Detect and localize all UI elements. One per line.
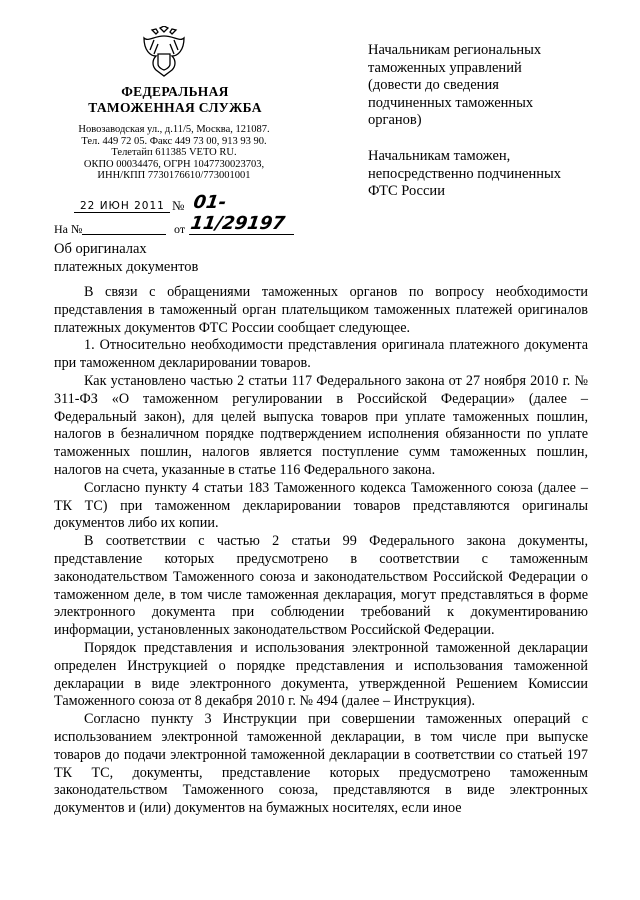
organization-address xyxy=(62,124,286,182)
body-paragraph: Согласно пункту 3 Инструкции при совершении таможенных операций с использованием электронной таможенной декларации, в том числе при выпуске товаров до подачи электронной таможенной декларации в соответствии со статьей 197 ТК ТС, документы, представление которых предусмотрено таможенным законодательством Таможенного союза, представляются в виде электронных документов и (или) документов на бумажных носителях, если иное xyxy=(54,711,588,817)
addressee-line: таможенных управлений xyxy=(368,59,522,76)
letter-body xyxy=(54,284,588,818)
addressee-customs xyxy=(368,148,608,201)
address-line: ИНН/КПП 7730176610/773001001 xyxy=(97,170,251,182)
coat-of-arms-icon xyxy=(140,26,188,80)
body-paragraph: Порядок представления и использования электронной таможенной декларации определен Инструкцией о порядке представления и использования таможенной декларации в виде электронного документа, утвержденной Решением Комиссии Таможенного союза от 8 декабря 2010 г. № 494 (далее – Инструкция). xyxy=(54,639,588,710)
subject-line: Об оригиналах xyxy=(54,241,147,257)
org-name-line2: ТАМОЖЕННАЯ СЛУЖБА xyxy=(88,100,262,115)
subject-line: платежных документов xyxy=(54,259,199,275)
document-date: 22 ИЮН 2011 xyxy=(74,200,170,213)
addressee-line: ФТС России xyxy=(368,183,445,199)
body-paragraph: Согласно пункту 4 статьи 183 Таможенного кодекса Таможенного союза (далее – ТК ТС) при таможенном декларировании товаров представляются оригиналы документов либо их копии. xyxy=(54,479,588,532)
body-paragraph: В связи с обращениями таможенных органов по вопросу необходимости представления в таможенный орган плательщиком таможенных платежей оригиналов платежных документов ФТС России сообщает следующее. xyxy=(54,284,588,336)
reference-line xyxy=(54,222,294,237)
addressee-line: органов) xyxy=(368,112,422,128)
org-name-line1: ФЕДЕРАЛЬНАЯ xyxy=(121,84,229,99)
reference-date-blank xyxy=(194,234,294,235)
body-paragraph: Как установлено частью 2 статьи 117 Федерального закона от 27 ноября 2010 г. № 311-ФЗ «О таможенном регулировании в Российской Федерации» (далее – Федеральный закон), для целей выпуска товаров при уплате таможенных пошлин, налогов в безналичном порядке подтверждением исполнения обязанности по уплате таможенных пошлин, налогов является поступление сумм таможенных пошлин, налогов на счета, указанные в статье 116 Федерального закона. xyxy=(54,372,588,478)
address-line: Тел. 449 72 05. Факс 449 73 00, 913 93 90. xyxy=(81,135,267,147)
reference-from-label: от xyxy=(174,222,186,236)
body-paragraph: В соответствии с частью 2 статьи 99 Федерального закона документы, представление которых предусмотрено в соответствии с таможенным законодательством Таможенного союза и законодательством Российской Федерации о таможенном деле, в том числе таможенная декларация, могут представляться в форме электронного документа при соблюдении требований к документированию информации, установленных законодательством Российской Федерации. xyxy=(54,533,588,639)
document-number: 01-11/29197 xyxy=(189,192,295,235)
organization-name xyxy=(80,84,270,116)
address-line: Новозаводская ул., д.11/5, Москва, 121087. xyxy=(78,124,270,135)
address-line: Телетайп 611385 VETO RU. xyxy=(111,147,237,159)
addressee-line: Начальникам таможен, xyxy=(368,148,511,164)
addressee-line: подчиненных таможенных xyxy=(368,94,534,111)
addressee-line: Начальникам региональных xyxy=(368,42,542,58)
addressee-line: (довести до сведения xyxy=(368,77,499,93)
addressee-regional xyxy=(368,42,608,130)
number-sign: № xyxy=(172,198,185,213)
reference-prefix: На № xyxy=(54,222,83,236)
subject xyxy=(54,240,198,276)
address-line: ОКПО 00034476, ОГРН 1047730023703, xyxy=(83,158,265,170)
addressee-line: непосредственно подчиненных xyxy=(368,165,561,182)
reference-number-blank xyxy=(82,234,166,235)
body-paragraph: 1. Относительно необходимости представления оригинала платежного документа при таможенном декларировании товаров. xyxy=(54,337,588,372)
